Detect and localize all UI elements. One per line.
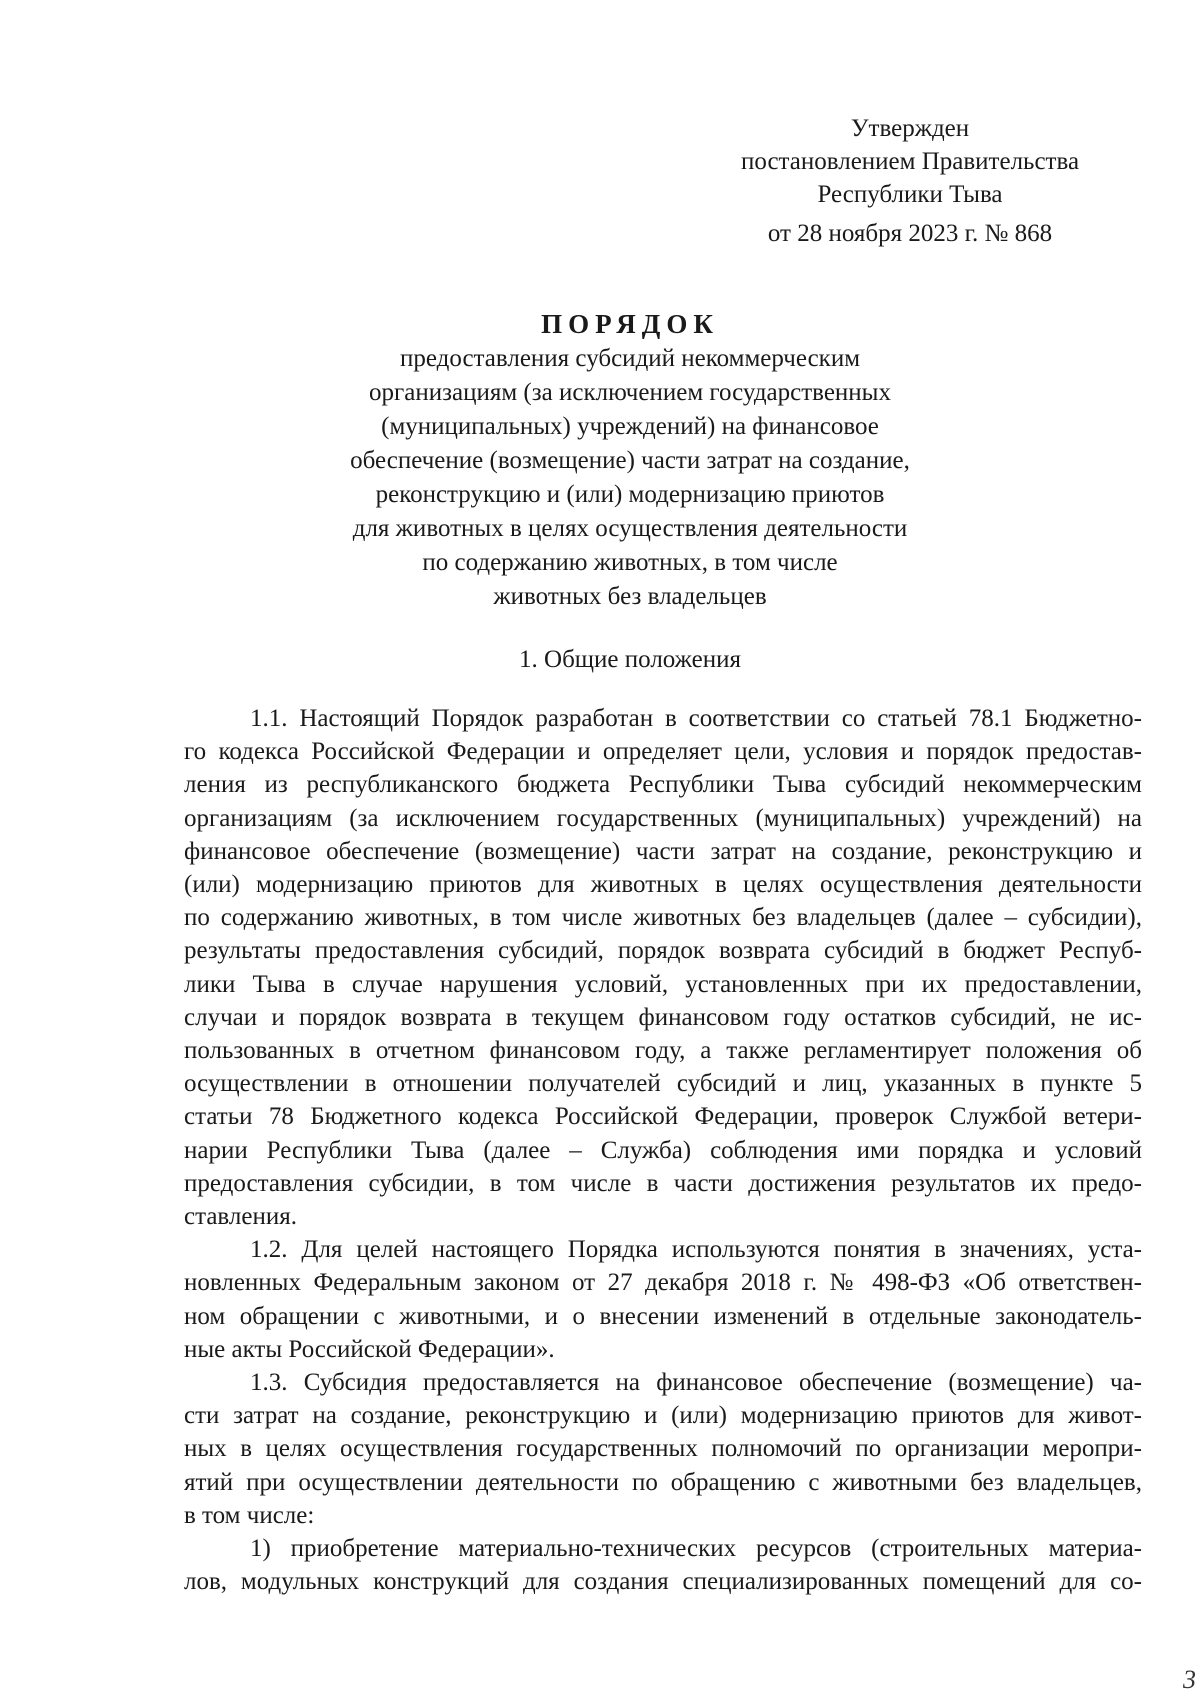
paragraph-item-1	[118, 1532, 1142, 1598]
text-line: финансовое обеспечение (возмещение) части затрат на создание, реконструкцию и	[184, 837, 1142, 865]
text-line: 1.2. Для целей настоящего Порядка используются понятия в значениях, уста-	[250, 1236, 1142, 1264]
approval-line-3: Республики Тыва	[817, 181, 1003, 208]
text-line: предоставления субсидии, в том числе в части достижения результатов их предо-	[184, 1169, 1142, 1197]
text-line: новленных Федеральным законом от 27 декабря 2018 г. № 498-ФЗ «Об ответствен-	[184, 1269, 1142, 1297]
approval-date: от 28 ноября 2023 г. № 868	[767, 220, 1053, 247]
text-line: лики Тыва в случае нарушения условий, установленных при их предоставлении,	[184, 970, 1142, 998]
text-line: ных в целях осуществления государственных полномочий по организации меропри-	[184, 1435, 1142, 1463]
text-line: лов, модульных конструкций для создания специализированных помещений для со-	[184, 1568, 1142, 1596]
document-title: ПОРЯДОК	[541, 309, 719, 339]
document-title-block	[250, 306, 1010, 614]
text-line: случаи и порядок возврата в текущем финансовом году остатков субсидий, не ис-	[184, 1003, 1142, 1031]
text-line: статьи 78 Бюджетного кодекса Российской Федерации, проверок Службой ветери-	[184, 1103, 1142, 1131]
text-line: ном обращении с животными, и о внесении изменений в отдельные законодатель-	[184, 1302, 1142, 1330]
text-line: нарии Республики Тыва (далее – Служба) соблюдения ими порядка и условий	[184, 1136, 1142, 1164]
document-subtitle	[250, 342, 1010, 614]
approval-line-2: постановлением Правительства	[740, 148, 1080, 175]
text-line: результаты предоставления субсидий, порядок возврата субсидий в бюджет Респуб-	[184, 937, 1142, 965]
approval-stamp	[700, 112, 1120, 250]
text-line: го кодекса Российской Федерации и определяет цели, условия и порядок предостав-	[184, 738, 1142, 766]
text-line: в том числе:	[184, 1501, 315, 1529]
text-line: ятий при осуществлении деятельности по обращению с животными без владельцев,	[184, 1468, 1142, 1496]
text-line: ные акты Российской Федерации».	[184, 1335, 555, 1363]
subtitle-line: для животных в целях осуществления деятельности	[352, 515, 908, 542]
paragraph-1-1	[118, 702, 1142, 1233]
approval-line-1: Утвержден	[850, 115, 970, 142]
text-line: ставления.	[184, 1203, 297, 1231]
page-number: 3	[1183, 1665, 1196, 1694]
subtitle-line: по содержанию животных, в том числе	[422, 549, 838, 576]
text-line: 1) приобретение материально-технических ресурсов (строительных материа-	[250, 1535, 1142, 1563]
text-line: организациям (за исключением государственных (муниципальных) учреждений) на	[184, 804, 1142, 832]
text-line: (или) модернизацию приютов для животных в целях осуществления деятельности	[184, 871, 1142, 899]
subtitle-line: животных без владельцев	[493, 583, 767, 610]
text-line: пользованных в отчетном финансовом году, а также регламентирует положения об	[184, 1037, 1142, 1065]
text-line: 1.1. Настоящий Порядок разработан в соответствии со статьей 78.1 Бюджетно-	[250, 705, 1142, 732]
paragraph-1-3	[118, 1366, 1142, 1532]
text-line: сти затрат на создание, реконструкцию и (или) модернизацию приютов для живот-	[184, 1402, 1142, 1430]
section-heading: 1. Общие положения	[519, 646, 741, 673]
text-line: ления из республиканского бюджета Республики Тыва субсидий некоммерческим	[184, 771, 1142, 799]
paragraph-1-2	[118, 1233, 1142, 1366]
document-body	[118, 702, 1142, 1598]
text-line: по содержанию животных, в том числе животных без владельцев (далее – субсидии),	[184, 904, 1142, 932]
subtitle-line: предоставления субсидий некоммерческим	[399, 345, 861, 372]
subtitle-line: (муниципальных) учреждений) на финансовое	[381, 413, 879, 440]
subtitle-line: реконструкцию и (или) модернизацию приютов	[375, 481, 885, 508]
subtitle-line: обеспечение (возмещение) части затрат на создание,	[350, 447, 910, 474]
subtitle-line: организациям (за исключением государственных	[369, 379, 891, 406]
text-line: 1.3. Субсидия предоставляется на финансовое обеспечение (возмещение) ча-	[250, 1369, 1142, 1397]
text-line: осуществлении в отношении получателей субсидий и лиц, указанных в пункте 5	[184, 1070, 1142, 1098]
